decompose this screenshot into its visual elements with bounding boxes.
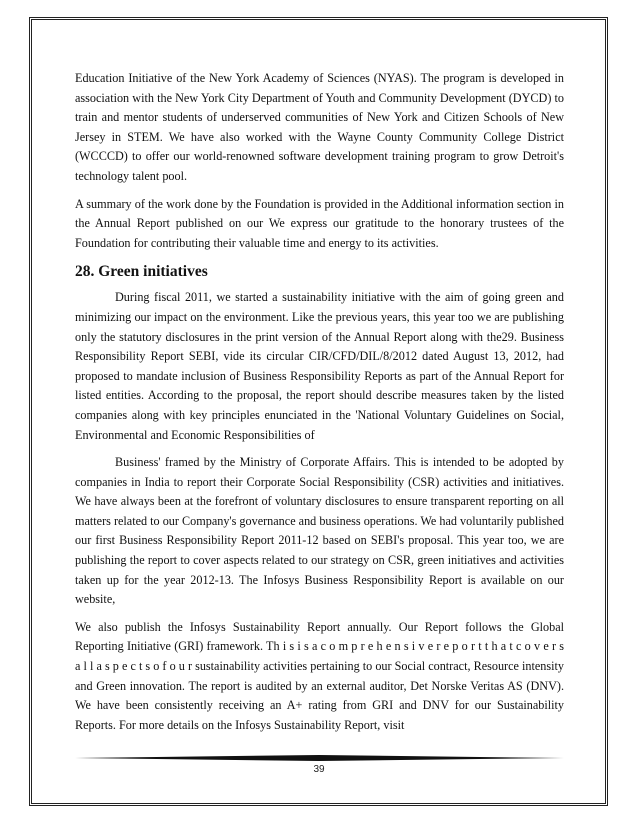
paragraph-business-responsibility: Business' framed by the Ministry of Corporate Affairs. This is intended to be adopted by companies in India to report their Corporate Social Responsibility (CSR) activities and initiatives. We have always been at the forefront of voluntary disclosures to ensure transparent reporting on all matters related to our Company's governance and business operations. We had voluntarily published our first Business Responsibility Report 2011-12 based on SEBI's proposal. This year too, we are publishing the report to cover aspects related to our strategy on CSR, green initiatives and activities taken up for the year 2012-13. The Infosys Business Responsibility Report is available on our website, (75, 455, 564, 607)
paragraph-education-initiative: Education Initiative of the New York Academy of Sciences (NYAS). The program is developed in association with the New York City Department of Youth and Community Development (DYCD) to train and mentor students of underserved communities of New York and Citizen Schools of New Jersey in STEM. We have also worked with the Wayne County Community College District (WCCCD) to offer our world-renowned software development training program to grow Detroit's technology talent pool. (75, 71, 564, 183)
paragraph-sustainability-initiative: During fiscal 2011, we started a sustainability initiative with the aim of going green and minimizing our impact on the environment. Like the previous years, this year too we are publishing only the statutory disclosures in the print version of the Annual Report along with the29. Business Responsibility Report SEBI, vide its circular CIR/CFD/DIL/8/2012 dated August 13, 2012, had proposed to mandate inclusion of Business Responsibility Reports as part of the Annual Report for listed entities. According to the proposal, the report should describe measures taken by the listed companies along with key principles enunciated in the 'National Voluntary Guidelines on Social, Environmental and Economic Responsibilities of (75, 290, 564, 442)
paragraph-foundation-summary: A summary of the work done by the Foundation is provided in the Additional information section in the Annual Report published on our We express our gratitude to the honorary trustees of the Foundation for contributing their valuable time and energy to its activities. (75, 196, 564, 250)
section-heading-green-initiatives: 28. Green initiatives (75, 263, 208, 281)
paragraph-sustainability-report: We also publish the Infosys Sustainability Report annually. Our Report follows the Global Reporting Initiative (GRI) framework. Th i s i s a c o m p r e h e n s i v e r e p o r t t h a t c o v e r s a l l a s p e c t s o f o u r sustainability activities pertaining to our Social contract, Resource intensity and Green innovation. The report is audited by an external auditor, Det Norske Veritas AS (DNV). We have been consistently receiving an A+ rating from GRI and DNV for our Sustainability Reports. For more details on the Infosys Sustainability Report, visit (75, 619, 564, 732)
footer-divider (75, 755, 564, 761)
document-body (75, 69, 564, 735)
page-number: 39 (313, 764, 325, 775)
